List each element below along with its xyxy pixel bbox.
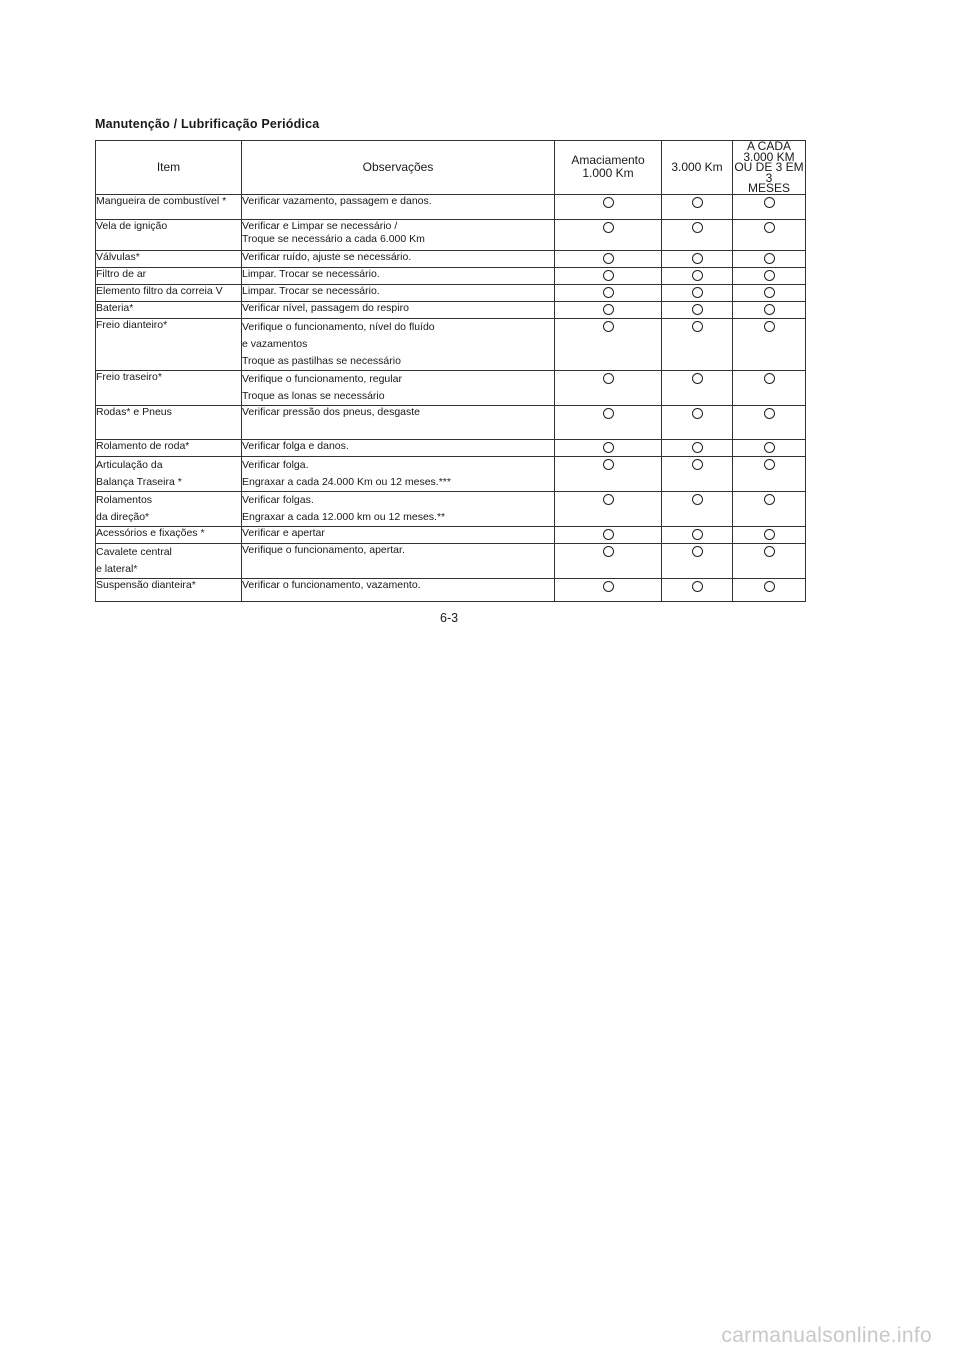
mark-cell-amaciamento [555, 491, 662, 526]
row-item-text: Articulação da [96, 458, 163, 471]
header-a-cada-line: 3.000 KM [743, 149, 795, 164]
circle-mark-icon [603, 581, 614, 592]
mark-cell-amaciamento [555, 219, 662, 250]
row-item-cell [96, 267, 242, 284]
table-row [96, 267, 806, 284]
row-item-text: Bateria* [96, 301, 134, 314]
circle-mark-icon [603, 197, 614, 208]
table-row [96, 219, 806, 250]
row-observation-cell [242, 526, 555, 543]
row-observation-cell [242, 543, 555, 578]
row-item-text: Rodas* e Pneus [96, 405, 172, 418]
mark-cell-amaciamento [555, 284, 662, 301]
row-observation-text: Limpar. Trocar se necessário. [242, 284, 380, 297]
header-3000km: 3.000 Km [662, 141, 733, 195]
circle-mark-icon [603, 321, 614, 332]
mark-cell-3000km [662, 491, 733, 526]
row-item-text: Filtro de ar [96, 267, 147, 280]
row-item-text: Suspensão dianteira* [96, 578, 196, 591]
circle-mark-icon [603, 304, 614, 315]
row-observation-text: Verificar o funcionamento, vazamento. [242, 578, 421, 591]
row-observation-text: Verifique o funcionamento, regular [242, 372, 402, 385]
mark-cell-a-cada [733, 370, 806, 405]
circle-mark-icon [603, 222, 614, 233]
row-observation-text: e vazamentos [242, 337, 308, 350]
row-item-text: Rolamentos [96, 493, 153, 506]
row-item-cell [96, 370, 242, 405]
row-observation-text: Troque as lonas se necessário [242, 389, 385, 402]
circle-mark-icon [764, 253, 775, 264]
mark-cell-a-cada [733, 543, 806, 578]
circle-mark-icon [692, 197, 703, 208]
header-amaciamento [555, 141, 662, 195]
mark-cell-3000km [662, 318, 733, 370]
mark-cell-a-cada [733, 250, 806, 267]
row-observation-text: Verificar e Limpar se necessário / [242, 219, 398, 232]
row-item-text: Balança Traseira * [96, 475, 182, 488]
mark-cell-amaciamento [555, 194, 662, 219]
circle-mark-icon [692, 581, 703, 592]
table-row [96, 194, 806, 219]
row-observation-cell [242, 439, 555, 456]
mark-cell-3000km [662, 370, 733, 405]
circle-mark-icon [692, 459, 703, 470]
circle-mark-icon [764, 197, 775, 208]
maintenance-table [95, 140, 806, 602]
row-item-cell [96, 301, 242, 318]
mark-cell-amaciamento [555, 578, 662, 601]
table-row [96, 526, 806, 543]
circle-mark-icon [764, 442, 775, 453]
table-body [96, 194, 806, 601]
row-item-text: Freio traseiro* [96, 370, 162, 383]
circle-mark-icon [764, 373, 775, 384]
circle-mark-icon [692, 546, 703, 557]
row-item-cell [96, 491, 242, 526]
row-item-cell [96, 543, 242, 578]
circle-mark-icon [764, 546, 775, 557]
row-observation-text: Verifique o funcionamento, nível do fluído [242, 320, 435, 333]
row-item-cell [96, 194, 242, 219]
row-item-cell [96, 318, 242, 370]
circle-mark-icon [603, 546, 614, 557]
mark-cell-3000km [662, 194, 733, 219]
mark-cell-amaciamento [555, 543, 662, 578]
row-observation-text: Troque as pastilhas se necessário [242, 354, 401, 367]
mark-cell-a-cada [733, 456, 806, 491]
circle-mark-icon [764, 408, 775, 419]
row-observation-text: Verificar folga e danos. [242, 439, 349, 452]
circle-mark-icon [692, 373, 703, 384]
mark-cell-a-cada [733, 301, 806, 318]
circle-mark-icon [603, 287, 614, 298]
table-row [96, 405, 806, 439]
table-row [96, 284, 806, 301]
mark-cell-3000km [662, 439, 733, 456]
header-item: Item [96, 141, 242, 195]
row-item-text: e lateral* [96, 562, 138, 575]
mark-cell-3000km [662, 284, 733, 301]
table-row [96, 301, 806, 318]
circle-mark-icon [764, 321, 775, 332]
row-observation-cell [242, 456, 555, 491]
watermark: carmanualsonline.info [721, 1324, 932, 1347]
circle-mark-icon [692, 321, 703, 332]
circle-mark-icon [764, 529, 775, 540]
mark-cell-3000km [662, 456, 733, 491]
mark-cell-amaciamento [555, 456, 662, 491]
row-item-text: Elemento filtro da correia V [96, 284, 223, 297]
row-observation-cell [242, 301, 555, 318]
row-observation-text: Engraxar a cada 12.000 km ou 12 meses.** [242, 510, 446, 523]
row-observation-cell [242, 318, 555, 370]
row-observation-text: Engraxar a cada 24.000 Km ou 12 meses.*** [242, 475, 451, 488]
mark-cell-amaciamento [555, 267, 662, 284]
mark-cell-a-cada [733, 194, 806, 219]
circle-mark-icon [764, 459, 775, 470]
header-a-cada-line: A CADA [746, 139, 791, 153]
row-item-cell [96, 439, 242, 456]
circle-mark-icon [764, 304, 775, 315]
row-observation-cell [242, 370, 555, 405]
mark-cell-amaciamento [555, 370, 662, 405]
circle-mark-icon [692, 253, 703, 264]
mark-cell-a-cada [733, 318, 806, 370]
header-a-cada [733, 141, 806, 195]
header-a-cada-line: OU DE 3 EM 3 [734, 160, 804, 185]
circle-mark-icon [692, 408, 703, 419]
mark-cell-3000km [662, 526, 733, 543]
circle-mark-icon [764, 222, 775, 233]
row-observation-text: Verificar pressão dos pneus, desgaste [242, 405, 421, 418]
row-observation-text: Verifique o funcionamento, apertar. [242, 543, 405, 556]
circle-mark-icon [692, 529, 703, 540]
circle-mark-icon [603, 459, 614, 470]
table-row [96, 491, 806, 526]
mark-cell-a-cada [733, 219, 806, 250]
row-observation-cell [242, 578, 555, 601]
row-item-cell [96, 456, 242, 491]
circle-mark-icon [692, 270, 703, 281]
row-observation-text: Verificar folgas. [242, 493, 314, 506]
row-item-cell [96, 578, 242, 601]
row-observation-text: Limpar. Trocar se necessário. [242, 267, 380, 280]
row-observation-cell [242, 405, 555, 439]
table-row [96, 578, 806, 601]
row-observation-cell [242, 250, 555, 267]
circle-mark-icon [692, 494, 703, 505]
row-item-text: Vela de ignição [96, 219, 168, 232]
mark-cell-a-cada [733, 526, 806, 543]
mark-cell-3000km [662, 219, 733, 250]
row-observation-cell [242, 219, 555, 250]
header-amaciamento-line: Amaciamento [571, 153, 645, 168]
header-a-cada-line: MESES [747, 181, 790, 195]
mark-cell-3000km [662, 405, 733, 439]
row-item-text: Acessórios e fixações * [96, 526, 205, 539]
table-header-row [96, 141, 806, 195]
row-observation-text: Troque se necessário a cada 6.000 Km [242, 232, 425, 245]
mark-cell-a-cada [733, 284, 806, 301]
header-observacoes: Observações [242, 141, 555, 195]
row-item-cell [96, 526, 242, 543]
mark-cell-3000km [662, 543, 733, 578]
mark-cell-a-cada [733, 405, 806, 439]
mark-cell-3000km [662, 301, 733, 318]
circle-mark-icon [764, 287, 775, 298]
circle-mark-icon [603, 270, 614, 281]
row-observation-cell [242, 194, 555, 219]
row-item-text: Rolamento de roda* [96, 439, 190, 452]
mark-cell-amaciamento [555, 405, 662, 439]
mark-cell-a-cada [733, 439, 806, 456]
mark-cell-amaciamento [555, 526, 662, 543]
row-item-text: Freio dianteiro* [96, 318, 168, 331]
row-item-text: Válvulas* [96, 250, 140, 263]
mark-cell-amaciamento [555, 301, 662, 318]
table-row [96, 318, 806, 370]
circle-mark-icon [764, 270, 775, 281]
circle-mark-icon [764, 494, 775, 505]
table-row [96, 250, 806, 267]
circle-mark-icon [692, 287, 703, 298]
mark-cell-amaciamento [555, 439, 662, 456]
mark-cell-a-cada [733, 578, 806, 601]
header-amaciamento-line: 1.000 Km [582, 166, 634, 181]
circle-mark-icon [603, 408, 614, 419]
page-number: 6-3 [440, 611, 459, 625]
circle-mark-icon [603, 253, 614, 264]
row-item-cell [96, 219, 242, 250]
row-item-text: Cavalete central [96, 545, 172, 558]
circle-mark-icon [603, 529, 614, 540]
mark-cell-amaciamento [555, 250, 662, 267]
table-row [96, 370, 806, 405]
row-observation-cell [242, 491, 555, 526]
row-observation-text: Verificar vazamento, passagem e danos. [242, 194, 432, 207]
table-row [96, 439, 806, 456]
table-row [96, 543, 806, 578]
row-observation-cell [242, 267, 555, 284]
circle-mark-icon [603, 494, 614, 505]
mark-cell-3000km [662, 250, 733, 267]
row-item-cell [96, 405, 242, 439]
row-item-text: da direção* [96, 510, 150, 523]
mark-cell-a-cada [733, 491, 806, 526]
page-title: Manutenção / Lubrificação Periódica [95, 117, 320, 131]
circle-mark-icon [603, 442, 614, 453]
mark-cell-amaciamento [555, 318, 662, 370]
row-item-cell [96, 284, 242, 301]
row-observation-text: Verificar folga. [242, 458, 309, 471]
mark-cell-3000km [662, 267, 733, 284]
mark-cell-a-cada [733, 267, 806, 284]
table-row [96, 456, 806, 491]
row-item-text: Mangueira de combustível * [96, 194, 227, 207]
row-observation-text: Verificar e apertar [242, 526, 325, 539]
row-observation-text: Verificar ruído, ajuste se necessário. [242, 250, 412, 263]
circle-mark-icon [764, 581, 775, 592]
mark-cell-3000km [662, 578, 733, 601]
row-observation-cell [242, 284, 555, 301]
circle-mark-icon [692, 222, 703, 233]
row-item-cell [96, 250, 242, 267]
circle-mark-icon [692, 304, 703, 315]
circle-mark-icon [603, 373, 614, 384]
circle-mark-icon [692, 442, 703, 453]
row-observation-text: Verificar nível, passagem do respiro [242, 301, 409, 314]
